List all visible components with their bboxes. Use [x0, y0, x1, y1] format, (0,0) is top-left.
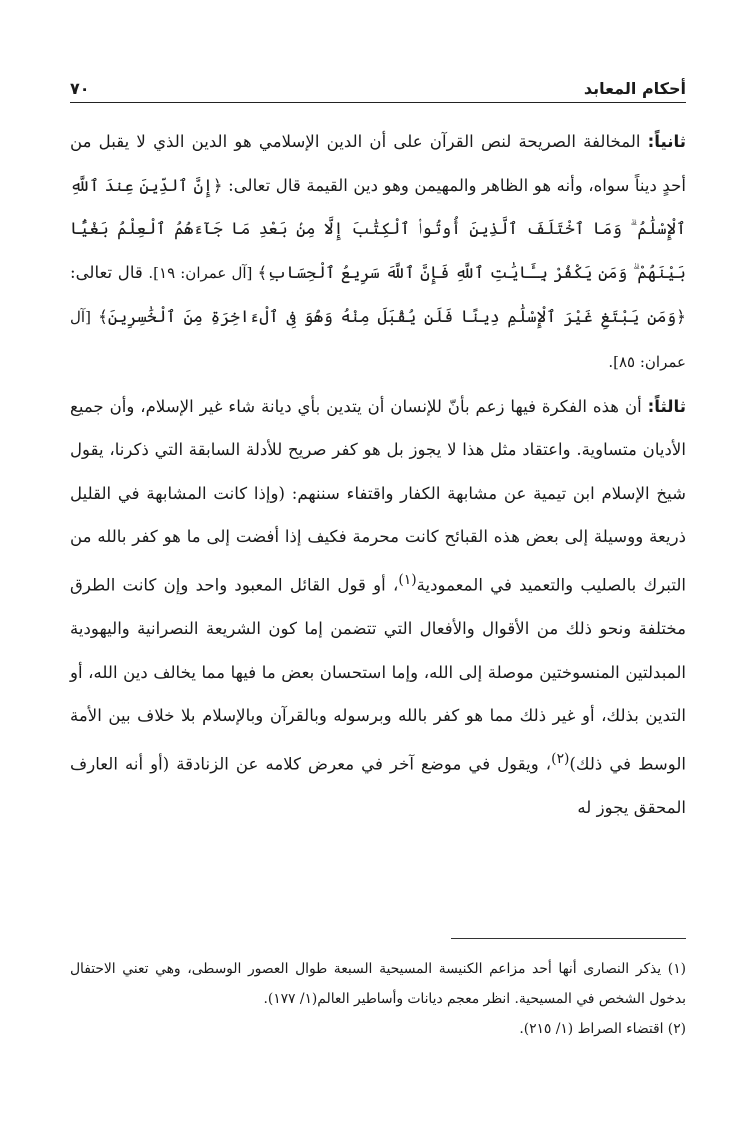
- footnote-marker: (٢): [551, 750, 570, 767]
- quran-verse: ﴿إِنَّ ٱلدِّينَ عِندَ ٱللَّهِ ٱلْإِسْلَٰمُ ۗ وَمَا ٱخْتَلَفَ ٱلَّذِينَ أُوتُوا۟ ٱلْكِتَٰبَ إِلَّا مِنۢ بَعْدِ مَا جَآءَهُمُ ٱلْعِلْمُ بَغْيًۢا بَيْنَهُمْ ۗ وَمَن يَكْفُرْ بِـَٔايَٰتِ ٱللَّهِ فَإِنَّ ٱللَّهَ سَرِيعُ ٱلْحِسَابِ﴾: [70, 175, 686, 282]
- text-segment: أن هذه الفكرة فيها زعم بأنّ للإنسان أن يتدين بأي ديانة شاء غير الإسلام، وأن جميع الأديان متساوية. واعتقاد مثل هذا لا يجوز بل هو كفر صريح للأدلة السابقة التي ذكرنا، يقول شيخ الإسلام ابن تيمية عن مشابهة الكفار واقتفاء سننهم: (وإذا كانت المشابهة في القليل ذريعة ووسيلة إلى بعض هذه القبائح كانت محرمة فكيف إذا أفضت إلى ما هو كفر بالله من التبرك بالصليب والتعميد في المعمودية: [70, 396, 686, 595]
- paragraph-lead: ثالثاً:: [647, 396, 686, 416]
- footnote-item: (١) يذكر النصارى أنها أحد مزاعم الكنيسة المسيحية السبعة طوال العصور الوسطى، وهي تعني الاحتفال بدخول الشخص في المسيحية. انظر معجم ديانات وأساطير العالم(١/ ١٧٧).: [70, 961, 686, 1007]
- footnotes: [70, 954, 686, 1044]
- quran-verse: ﴿وَمَن يَبْتَغِ غَيْرَ ٱلْإِسْلَٰمِ دِينًا فَلَن يُقْبَلَ مِنْهُ وَهُوَ فِى ٱلْءَاخِرَةِ مِنَ ٱلْخَٰسِرِينَ﴾: [98, 307, 687, 327]
- main-text: [70, 120, 686, 830]
- verse-reference: [آل عمران: ١٩].: [148, 263, 258, 282]
- verse-reference: [آل عمران: ٨٥].: [70, 308, 686, 371]
- paragraph-secondly: [70, 120, 686, 385]
- header-divider: [70, 102, 686, 103]
- paragraph-thirdly: [70, 385, 686, 830]
- text-segment: قال تعالى:: [70, 262, 149, 282]
- running-title: أحكام المعابد: [583, 79, 686, 98]
- page-number: ٧٠: [70, 79, 90, 98]
- page-header: [70, 64, 686, 98]
- paragraph-lead: ثانياً:: [647, 132, 686, 151]
- text-segment: ، ويقول في موضع آخر في معرض كلامه عن الزنادقة (أو أنه العارف المحقق يجوز له: [70, 754, 686, 817]
- text-segment: ، أو قول القائل المعبود واحد وإن كانت الطرق مختلفة ونحو ذلك من الأقوال والأفعال التي تتضمن إما كون الشريعة النصرانية واليهودية المبدلتين المنسوختين موصلة إلى الله، وإما استحسان بعض ما فيها مما يخالف دين الله، أو التدين بذلك، أو غير ذلك مما هو كفر بالله وبرسوله وبالقرآن وبالإسلام بلا خلاف بين الأمة الوسط في ذلك): [70, 575, 686, 774]
- footnote-item: (٢) اقتضاء الصراط (١/ ٢١٥).: [519, 1021, 686, 1037]
- footnote-divider: [451, 938, 686, 939]
- footnote-marker: (١): [398, 571, 417, 588]
- text-segment: المخالفة الصريحة لنص القرآن على أن الدين الإسلامي هو الدين الذي لا يقبل من أحدٍ ديناً سواه، وأنه هو الظاهر والمهيمن وهو دين القيمة قال تعالى:: [70, 132, 686, 195]
